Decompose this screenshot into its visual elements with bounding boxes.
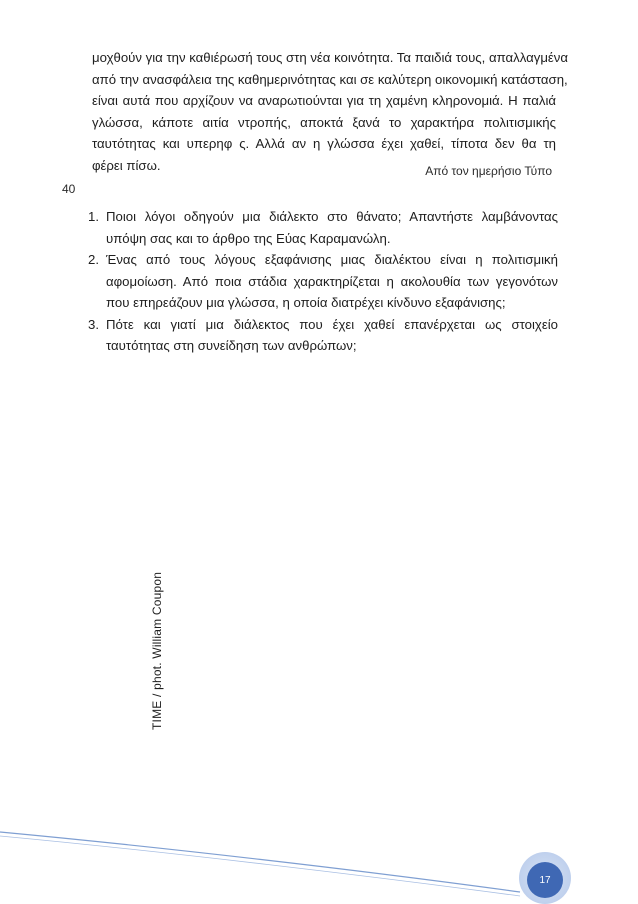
page-number: 17	[527, 862, 563, 898]
article-line: από την ανασφάλεια της καθημερινότητας και σε καλύτερη οικονομική κατάσταση,	[92, 71, 568, 87]
article-paragraph	[92, 47, 569, 176]
line-number: 40	[62, 182, 76, 196]
question-item	[88, 314, 558, 357]
article-source: Από τον ημερήσιο Τύπο	[425, 164, 552, 178]
question-number: 3.	[88, 316, 99, 332]
article-line: φέρει πίσω.	[92, 157, 161, 173]
article-line: γλώσσα, κάποτε αιτία ντροπής, αποκτά ξανά το χαρακτήρα πολιτισμικής	[92, 114, 556, 130]
article-line: είναι αυτά που αρχίζουν να αναρωτιούνται για τη χαμένη κληρονομιά. Η παλιά	[92, 93, 556, 108]
question-item	[88, 249, 558, 314]
article-line: ταυτότητας και υπερηφ ς. Αλλά αν η γλώσσα έχει χαθεί, τίποτα δεν θα τη	[92, 136, 556, 151]
article-line: μοχθούν για την καθιέρωσή τους στη νέα κοινότητα. Τα παιδιά τους, απαλλαγμένα	[92, 50, 569, 65]
question-text: Πότε και γιατί μια διάλεκτος που έχει χαθεί επανέρχεται ως στοιχείο ταυτότητας στη συνείδηση των ανθρώπων;	[106, 316, 558, 353]
question-text: Ποιοι λόγοι οδηγούν μια διάλεκτο στο θάνατο; Απαντήστε λαμβάνοντας υπόψη σας και το άρθρο της Εύας Καραμανώλη.	[106, 209, 558, 246]
question-number: 2.	[88, 252, 99, 267]
question-number: 1.	[88, 209, 99, 224]
question-item	[88, 206, 558, 249]
photo-credit: TIME / phot. William Coupon	[150, 571, 164, 730]
questions-list	[88, 206, 558, 357]
question-text: Ένας από τους λόγους εξαφάνισης μιας διαλέκτου είναι η πολιτισμική αφομοίωση. Από ποια στάδια χαρακτηρίζεται η ακολουθία των γεγονότων που επηρεάζουν μια γλώσσα, η οποία διατρέχει κίνδυνο εξαφάνισης;	[106, 252, 558, 310]
